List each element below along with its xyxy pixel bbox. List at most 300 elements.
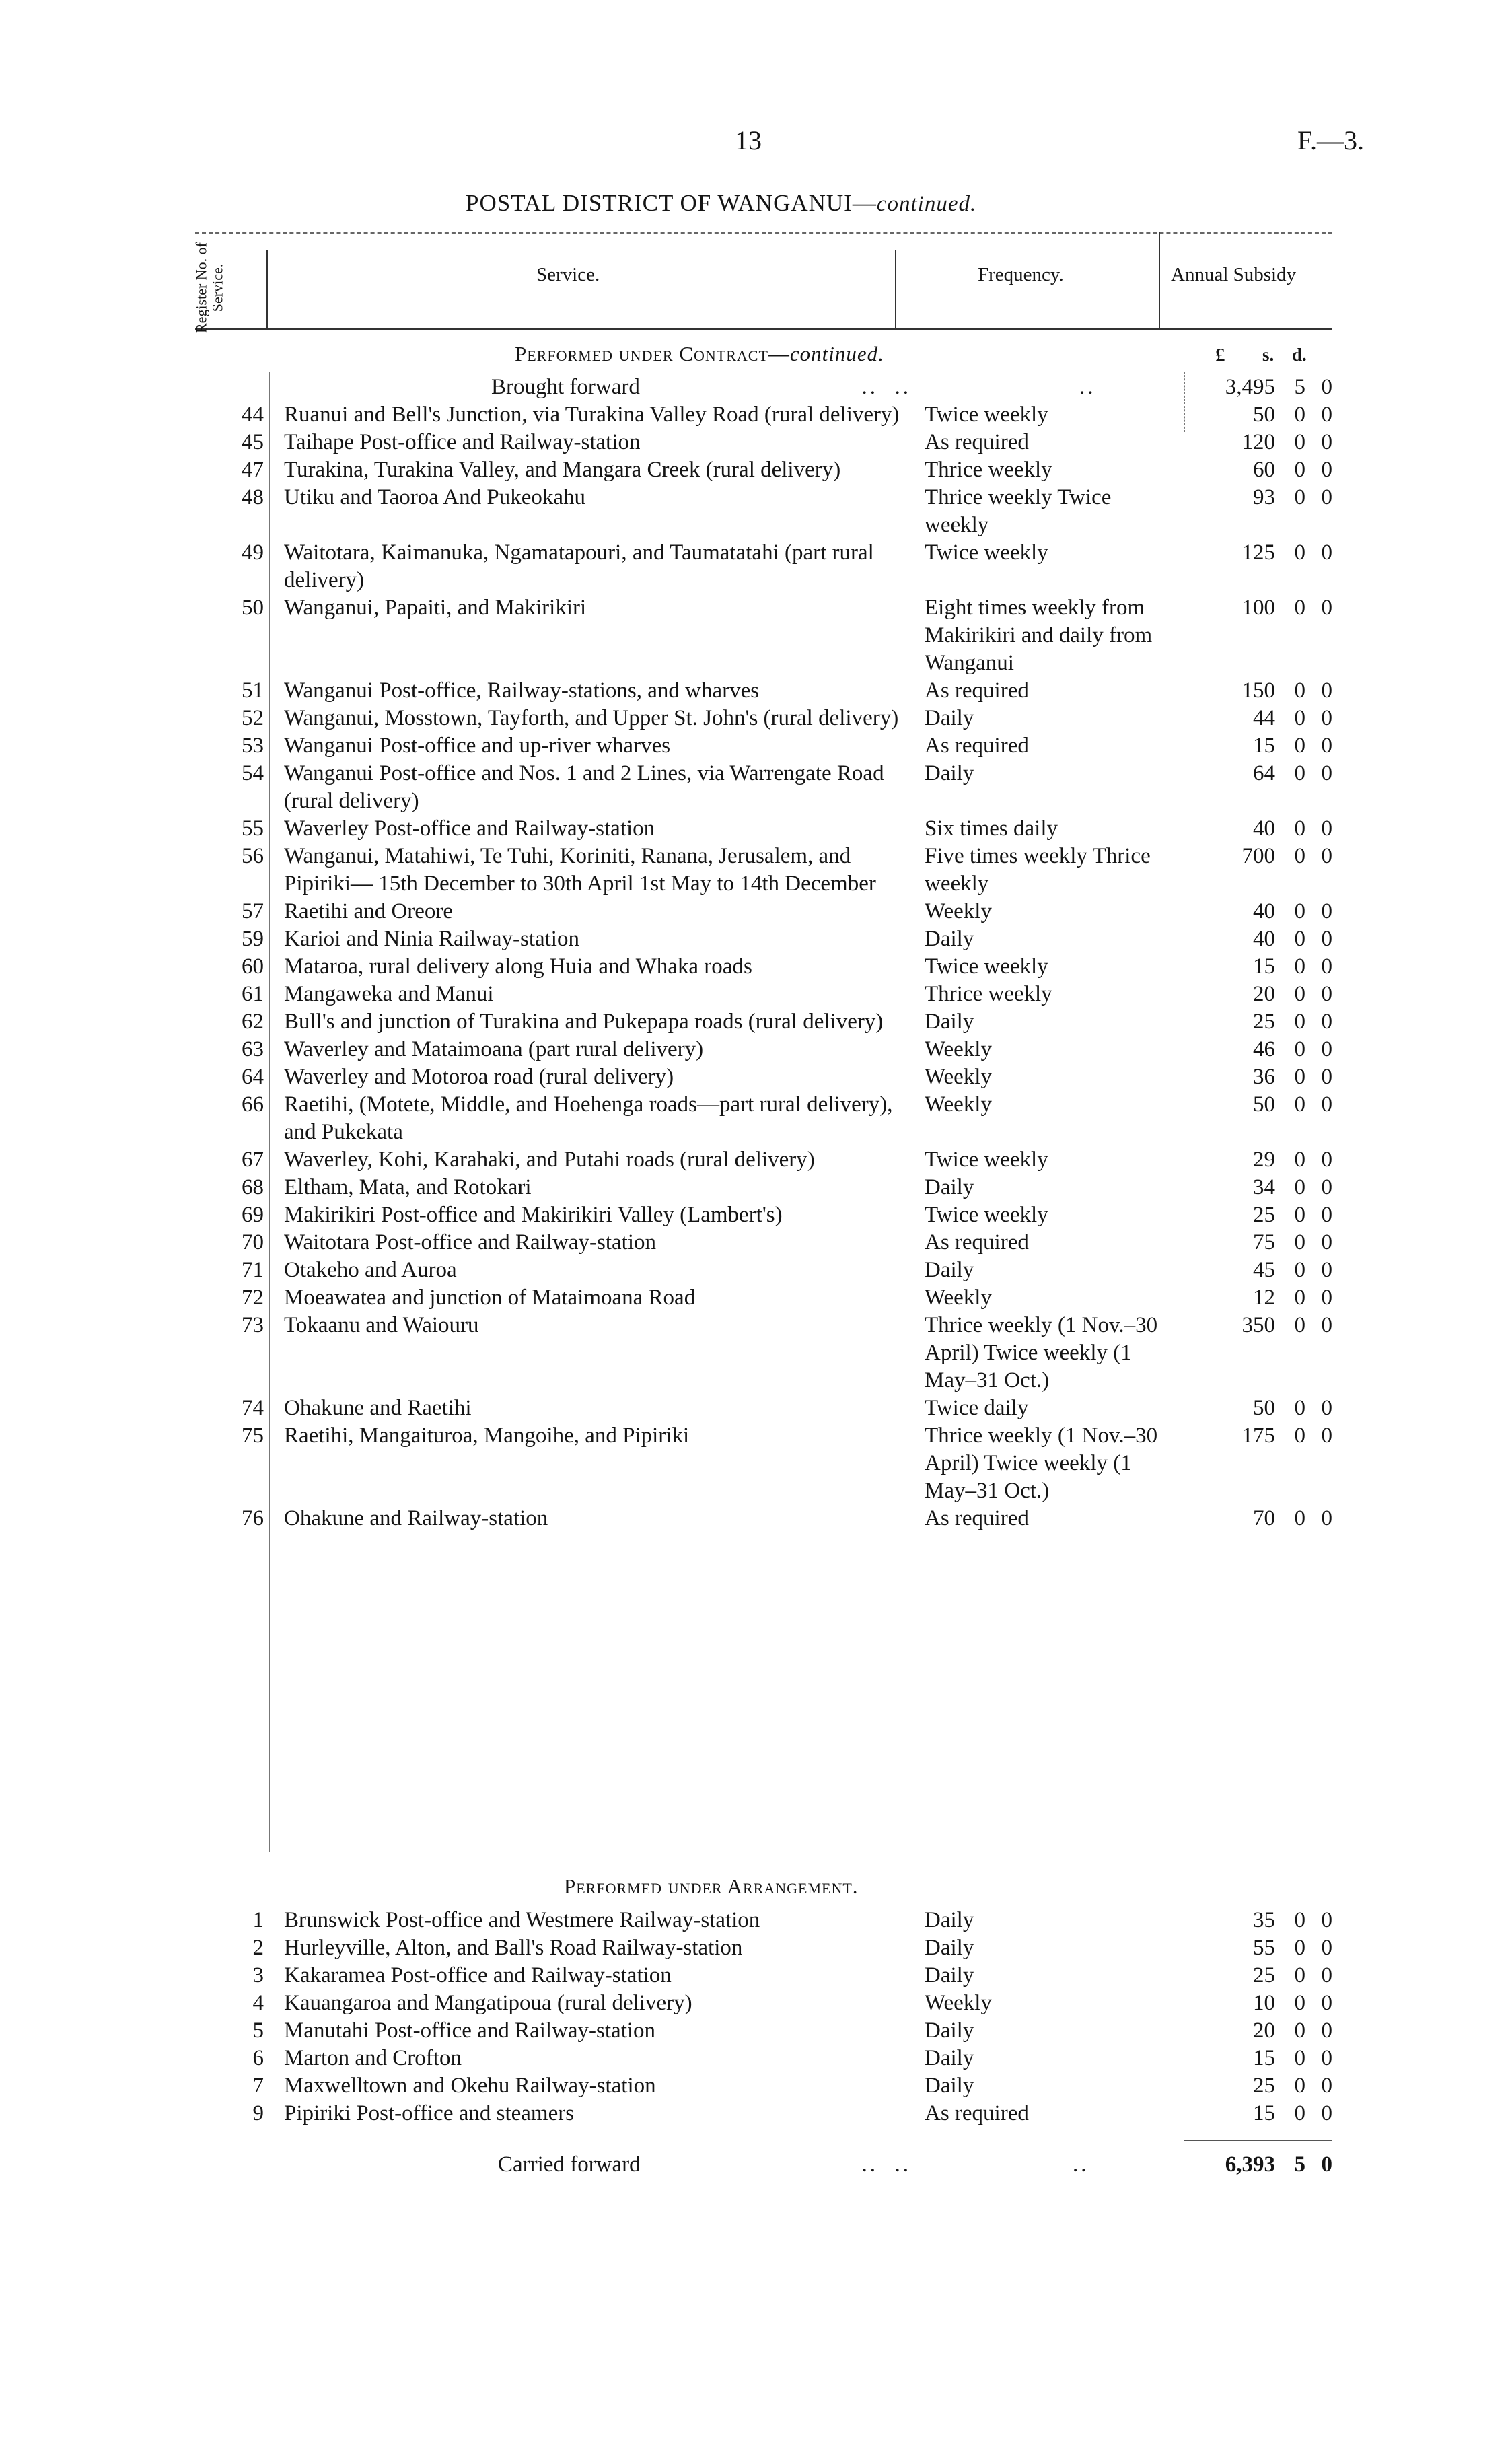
subsidy-pounds: 25 [1253, 2074, 1275, 2098]
table-row [202, 2072, 1332, 2100]
carried-forward-pounds: 6,393 [1225, 2152, 1275, 2177]
table-row [202, 1395, 1332, 1422]
register-number: 5 [252, 2018, 264, 2043]
service-frequency: Weekly [925, 899, 992, 923]
service-description: Mataroa, rural delivery along Huia and Whaka roads [284, 954, 752, 979]
register-number: 74 [242, 1396, 264, 1420]
register-number: 44 [242, 402, 264, 427]
subsidy-shillings: 0 [1294, 1286, 1305, 1310]
subsidy-shillings: 0 [1294, 1506, 1305, 1530]
subsidy-shillings: 0 [1294, 2046, 1305, 2070]
service-description: Bull's and junction of Turakina and Pukepapa roads (rural delivery) [284, 1010, 884, 1034]
brought-forward-pounds: 3,495 [1225, 375, 1275, 399]
subsidy-pounds: 44 [1253, 706, 1275, 730]
subsidy-shillings: 0 [1294, 899, 1305, 923]
subsidy-pounds: 45 [1253, 1258, 1275, 1282]
service-description: Brunswick Post-office and Westmere Railway-station [284, 1908, 760, 1932]
service-description: Wanganui, Matahiwi, Te Tuhi, Koriniti, Ranana, Jerusalem, and Pipiriki— 15th December to 30th April 1st May to 14th December [284, 844, 876, 896]
register-number: 71 [242, 1258, 264, 1282]
table-row [202, 1091, 1332, 1146]
brought-forward-row: Brought forward .. .. .. 3,495 5 0 [202, 374, 1332, 401]
subsidy-shillings: 0 [1294, 2101, 1305, 2125]
service-frequency: Daily [925, 1908, 974, 1932]
service-description: Taihape Post-office and Railway-station [284, 430, 641, 454]
service-frequency: Daily [925, 706, 974, 730]
table-row [202, 2017, 1332, 2045]
table-row [202, 401, 1332, 429]
subsidy-pence: 0 [1321, 1506, 1332, 1530]
subsidy-pounds: 40 [1253, 816, 1275, 841]
subsidy-pence: 0 [1321, 954, 1332, 979]
register-number: 6 [252, 2046, 264, 2070]
service-frequency: As required [925, 678, 1029, 703]
service-frequency: As required [925, 734, 1029, 758]
contract-table [202, 401, 1332, 1533]
subsidy-pence: 0 [1321, 1396, 1332, 1420]
service-frequency: Eight times weekly from Makirikiri and daily from Wanganui [925, 596, 1153, 675]
subsidy-pence: 0 [1321, 1908, 1332, 1932]
register-number: 4 [252, 1991, 264, 2015]
subsidy-pence: 0 [1321, 540, 1332, 565]
service-frequency: Weekly [925, 1286, 992, 1310]
subsidy-pence: 0 [1321, 899, 1332, 923]
register-number: 50 [242, 596, 264, 620]
register-number: 55 [242, 816, 264, 841]
table-row [202, 815, 1332, 843]
column-rule [895, 250, 896, 328]
register-number: 62 [242, 1010, 264, 1034]
arrangement-section-title: Performed under Arrangement. [564, 1874, 859, 1898]
service-description: Manutahi Post-office and Railway-station [284, 2018, 656, 2043]
subsidy-pounds: 64 [1253, 761, 1275, 785]
subsidy-pounds: 25 [1253, 1010, 1275, 1034]
register-number: 7 [252, 2074, 264, 2098]
register-number: 67 [242, 1148, 264, 1172]
header-bottom-rule [195, 328, 1332, 330]
register-number: 66 [242, 1092, 264, 1117]
table-row [202, 2100, 1332, 2127]
subsidy-pounds: 15 [1253, 734, 1275, 758]
subsidy-shillings: 0 [1294, 1258, 1305, 1282]
subsidy-pence: 0 [1321, 844, 1332, 868]
register-number: 45 [242, 430, 264, 454]
table-row [202, 1907, 1332, 1934]
table-row [202, 484, 1332, 539]
contract-section-title-text: Performed under Contract— [515, 342, 790, 365]
subsidy-pence: 0 [1321, 1936, 1332, 1960]
register-number: 9 [252, 2101, 264, 2125]
service-description: Wanganui Post-office, Railway-stations, and wharves [284, 678, 760, 703]
subsidy-shillings: 0 [1294, 706, 1305, 730]
subsidy-pence: 0 [1321, 430, 1332, 454]
subsidy-shillings: 0 [1294, 678, 1305, 703]
register-number: 73 [242, 1313, 264, 1337]
service-frequency: Weekly [925, 1065, 992, 1089]
subsidy-pence: 0 [1321, 2101, 1332, 2125]
subsidy-shillings: 0 [1294, 1037, 1305, 1061]
service-frequency: Daily [925, 1963, 974, 1987]
register-number: 59 [242, 927, 264, 951]
table-row [202, 539, 1332, 594]
table-row [202, 981, 1332, 1008]
subsidy-shillings: 0 [1294, 1230, 1305, 1255]
subsidy-pence: 0 [1321, 1037, 1332, 1061]
service-frequency: Twice weekly [925, 954, 1048, 979]
subsidy-pence: 0 [1321, 734, 1332, 758]
service-description: Waverley, Kohi, Karahaki, and Putahi roads (rural delivery) [284, 1148, 815, 1172]
subsidy-shillings: 0 [1294, 2018, 1305, 2043]
register-number: 72 [242, 1286, 264, 1310]
subsidy-pence: 0 [1321, 402, 1332, 427]
register-number: 1 [252, 1908, 264, 1932]
table-row [202, 1934, 1332, 1962]
table-row [202, 1284, 1332, 1312]
subsidy-pence: 0 [1321, 1423, 1332, 1448]
subsidy-pounds: 55 [1253, 1936, 1275, 1960]
service-description: Turakina, Turakina Valley, and Mangara Creek (rural delivery) [284, 458, 841, 482]
table-row [202, 732, 1332, 760]
table-row [202, 1962, 1332, 1990]
register-number: 61 [242, 982, 264, 1006]
subsidy-pence: 0 [1321, 1010, 1332, 1034]
register-number: 52 [242, 706, 264, 730]
table-row [202, 1505, 1332, 1533]
table-row [202, 1174, 1332, 1201]
service-frequency: Thrice weekly (1 Nov.–30 April) Twice weekly (1 May–31 Oct.) [925, 1423, 1158, 1503]
service-description: Ruanui and Bell's Junction, via Turakina Valley Road (rural delivery) [284, 402, 900, 427]
subsidy-pounds: 100 [1242, 596, 1275, 620]
service-description: Otakeho and Auroa [284, 1258, 457, 1282]
contract-section-title-suffix: continued. [789, 342, 884, 365]
register-number: 63 [242, 1037, 264, 1061]
subsidy-shillings: 0 [1294, 1423, 1305, 1448]
subsidy-pence: 0 [1321, 1065, 1332, 1089]
service-frequency: As required [925, 1506, 1029, 1530]
service-frequency: Twice daily [925, 1396, 1029, 1420]
subsidy-pence: 0 [1321, 1313, 1332, 1337]
subsidy-column-header: Annual Subsidy [1171, 264, 1297, 285]
brought-forward-label: Brought forward [491, 375, 640, 399]
table-row [202, 843, 1332, 898]
subsidy-pounds: 15 [1253, 2046, 1275, 2070]
service-description: Ohakune and Railway-station [284, 1506, 548, 1530]
subsidy-pence: 0 [1321, 1258, 1332, 1282]
subsidy-shillings: 0 [1294, 596, 1305, 620]
subsidy-pence: 0 [1321, 2018, 1332, 2043]
register-number: 56 [242, 844, 264, 868]
service-description: Moeawatea and junction of Mataimoana Road [284, 1286, 696, 1310]
service-description: Utiku and Taoroa And Pukeokahu [284, 485, 586, 509]
subsidy-pounds: 125 [1242, 540, 1275, 565]
table-row [202, 677, 1332, 705]
subsidy-shillings: 0 [1294, 1092, 1305, 1117]
subsidy-pounds: 20 [1253, 2018, 1275, 2043]
subsidy-pounds: 350 [1242, 1313, 1275, 1337]
table-row [202, 2045, 1332, 2072]
subsidy-pounds: 12 [1253, 1286, 1275, 1310]
subsidy-shillings: 0 [1294, 2074, 1305, 2098]
subsidy-shillings: 0 [1294, 458, 1305, 482]
subsidy-pence: 0 [1321, 1230, 1332, 1255]
subsidy-pounds: 25 [1253, 1203, 1275, 1227]
service-frequency: Daily [925, 1010, 974, 1034]
subsidy-shillings: 0 [1294, 1065, 1305, 1089]
contract-section-title [515, 342, 884, 366]
service-frequency: Thrice weekly [925, 458, 1052, 482]
service-description: Wanganui, Papaiti, and Makirikiri [284, 596, 587, 620]
subsidy-pence: 0 [1321, 2074, 1332, 2098]
register-number: 76 [242, 1506, 264, 1530]
table-row [202, 898, 1332, 925]
service-frequency: Twice weekly [925, 1148, 1048, 1172]
subsidy-shillings: 0 [1294, 816, 1305, 841]
table-row [202, 705, 1332, 732]
subsidy-shillings: 0 [1294, 1908, 1305, 1932]
table-row [202, 1146, 1332, 1174]
service-description: Raetihi, Mangaituroa, Mangoihe, and Pipiriki [284, 1423, 690, 1448]
service-frequency: Daily [925, 1258, 974, 1282]
subsidy-shillings: 0 [1294, 1991, 1305, 2015]
table-row [202, 925, 1332, 953]
subsidy-shillings: 0 [1294, 982, 1305, 1006]
table-row [202, 1201, 1332, 1229]
service-description: Kakaramea Post-office and Railway-station [284, 1963, 672, 1987]
table-row [202, 1312, 1332, 1395]
carried-forward-row: Carried forward .. .. .. 6,393 5 0 [202, 2151, 1332, 2179]
register-number: 64 [242, 1065, 264, 1089]
register-number: 69 [242, 1203, 264, 1227]
subsidy-pounds: 70 [1253, 1506, 1275, 1530]
service-frequency: Twice weekly [925, 402, 1048, 427]
register-number: 2 [252, 1936, 264, 1960]
pounds-header: £ [1215, 345, 1225, 366]
subsidy-shillings: 0 [1294, 540, 1305, 565]
subsidy-shillings: 0 [1294, 430, 1305, 454]
subsidy-pounds: 46 [1253, 1037, 1275, 1061]
service-description: Raetihi, (Motete, Middle, and Hoehenga roads—part rural delivery), and Pukekata [284, 1092, 893, 1144]
subsidy-pounds: 36 [1253, 1065, 1275, 1089]
service-frequency: As required [925, 430, 1029, 454]
register-column-header: Register No. of Service. [192, 242, 226, 334]
page-number: 13 [735, 125, 762, 155]
service-frequency: Twice weekly [925, 1203, 1048, 1227]
table-row [202, 1422, 1332, 1505]
subsidy-pounds: 15 [1253, 2101, 1275, 2125]
table-row [202, 1063, 1332, 1091]
service-description: Mangaweka and Manui [284, 982, 494, 1006]
service-frequency: Daily [925, 927, 974, 951]
subsidy-pence: 0 [1321, 1991, 1332, 2015]
table-row [202, 1990, 1332, 2017]
service-frequency: Weekly [925, 1991, 992, 2015]
table-row [202, 594, 1332, 677]
subsidy-pence: 0 [1321, 485, 1332, 509]
subsidy-pounds: 150 [1242, 678, 1275, 703]
register-number: 70 [242, 1230, 264, 1255]
service-description: Eltham, Mata, and Rotokari [284, 1175, 532, 1199]
service-frequency: Twice weekly [925, 540, 1048, 565]
register-number: 57 [242, 899, 264, 923]
subsidy-shillings: 0 [1294, 1175, 1305, 1199]
table-row [202, 456, 1332, 484]
service-description: Maxwelltown and Okehu Railway-station [284, 2074, 656, 2098]
service-frequency: Thrice weekly (1 Nov.–30 April) Twice weekly (1 May–31 Oct.) [925, 1313, 1158, 1393]
subsidy-shillings: 0 [1294, 761, 1305, 785]
subsidy-pounds: 93 [1253, 485, 1275, 509]
service-description: Waverley and Motoroa road (rural delivery) [284, 1065, 674, 1089]
service-frequency: As required [925, 1230, 1029, 1255]
subsidy-shillings: 0 [1294, 734, 1305, 758]
table-row [202, 1229, 1332, 1257]
table-row [202, 760, 1332, 815]
subsidy-pence: 0 [1321, 1148, 1332, 1172]
subsidy-pence: 0 [1321, 596, 1332, 620]
subsidy-shillings: 0 [1294, 1936, 1305, 1960]
subsidy-pounds: 29 [1253, 1148, 1275, 1172]
service-description: Kauangaroa and Mangatipoua (rural delivery) [284, 1991, 692, 2015]
report-code: F.—3. [1297, 125, 1365, 155]
subsidy-shillings: 0 [1294, 954, 1305, 979]
subsidy-shillings: 0 [1294, 402, 1305, 427]
subsidy-pounds: 50 [1253, 1396, 1275, 1420]
subsidy-shillings: 0 [1294, 1963, 1305, 1987]
service-frequency: Daily [925, 761, 974, 785]
table-row [202, 429, 1332, 456]
carried-forward-pence: 0 [1321, 2152, 1332, 2177]
subsidy-pounds: 20 [1253, 982, 1275, 1006]
subsidy-pounds: 40 [1253, 927, 1275, 951]
page-title-suffix: continued. [876, 192, 977, 216]
table-row [202, 1008, 1332, 1036]
table-row [202, 1036, 1332, 1063]
subsidy-pence: 0 [1321, 678, 1332, 703]
register-number: 75 [242, 1423, 264, 1448]
service-description: Raetihi and Oreore [284, 899, 454, 923]
subsidy-pence: 0 [1321, 816, 1332, 841]
subsidy-pence: 0 [1321, 982, 1332, 1006]
subsidy-pence: 0 [1321, 706, 1332, 730]
service-frequency: Daily [925, 2018, 974, 2043]
subsidy-shillings: 0 [1294, 1396, 1305, 1420]
service-description: Wanganui Post-office and Nos. 1 and 2 Lines, via Warrengate Road (rural delivery) [284, 761, 884, 813]
subsidy-pounds: 10 [1253, 1991, 1275, 2015]
subsidy-pence: 0 [1321, 458, 1332, 482]
service-description: Wanganui, Mosstown, Tayforth, and Upper St. John's (rural delivery) [284, 706, 899, 730]
page-title [466, 190, 976, 217]
subsidy-pence: 0 [1321, 1092, 1332, 1117]
service-frequency: Daily [925, 1175, 974, 1199]
register-number: 54 [242, 761, 264, 785]
service-frequency: Weekly [925, 1037, 992, 1061]
subsidy-pounds: 15 [1253, 954, 1275, 979]
register-number: 68 [242, 1175, 264, 1199]
subsidy-shillings: 0 [1294, 927, 1305, 951]
service-description: Ohakune and Raetihi [284, 1396, 472, 1420]
subsidy-shillings: 0 [1294, 1313, 1305, 1337]
subsidy-pounds: 60 [1253, 458, 1275, 482]
subsidy-shillings: 0 [1294, 485, 1305, 509]
service-description: Waitotara Post-office and Railway-station [284, 1230, 656, 1255]
carried-forward-label: Carried forward [498, 2152, 641, 2177]
service-description: Wanganui Post-office and up-river wharves [284, 734, 671, 758]
subsidy-shillings: 0 [1294, 1010, 1305, 1034]
subsidy-shillings: 0 [1294, 1203, 1305, 1227]
register-number: 53 [242, 734, 264, 758]
service-frequency: Thrice weekly [925, 982, 1052, 1006]
register-number: 49 [242, 540, 264, 565]
subsidy-shillings: 0 [1294, 1148, 1305, 1172]
subsidy-pounds: 50 [1253, 402, 1275, 427]
register-number: 47 [242, 458, 264, 482]
subsidy-shillings: 0 [1294, 844, 1305, 868]
register-number: 48 [242, 485, 264, 509]
subsidy-pounds: 700 [1242, 844, 1275, 868]
service-description: Waverley Post-office and Railway-station [284, 816, 655, 841]
header-top-rule [195, 232, 1332, 234]
register-number: 60 [242, 954, 264, 979]
service-frequency: Daily [925, 1936, 974, 1960]
subsidy-pence: 0 [1321, 1286, 1332, 1310]
subsidy-pence: 0 [1321, 1963, 1332, 1987]
register-number: 51 [242, 678, 264, 703]
subsidy-pence: 0 [1321, 927, 1332, 951]
table-row [202, 953, 1332, 981]
subsidy-pounds: 175 [1242, 1423, 1275, 1448]
brought-forward-pence: 0 [1321, 375, 1332, 399]
subsidy-pounds: 75 [1253, 1230, 1275, 1255]
service-frequency: Daily [925, 2046, 974, 2070]
service-frequency: As required [925, 2101, 1029, 2125]
subsidy-pence: 0 [1321, 761, 1332, 785]
service-description: Waverley and Mataimoana (part rural delivery) [284, 1037, 704, 1061]
subsidy-pence: 0 [1321, 1203, 1332, 1227]
service-description: Hurleyville, Alton, and Ball's Road Railway-station [284, 1936, 743, 1960]
subsidy-pounds: 120 [1242, 430, 1275, 454]
service-frequency: Daily [925, 2074, 974, 2098]
shillings-header: s. [1262, 345, 1274, 365]
service-description: Marton and Crofton [284, 2046, 462, 2070]
service-frequency: Six times daily [925, 816, 1058, 841]
register-number: 3 [252, 1963, 264, 1987]
subsidy-pounds: 35 [1253, 1908, 1275, 1932]
arrangement-table [202, 1907, 1332, 2127]
page-title-main: POSTAL DISTRICT OF WANGANUI— [466, 190, 877, 216]
service-frequency: Thrice weekly Twice weekly [925, 485, 1112, 537]
subsidy-pounds: 40 [1253, 899, 1275, 923]
subsidy-pence: 0 [1321, 1175, 1332, 1199]
service-description: Makirikiri Post-office and Makirikiri Valley (Lambert's) [284, 1203, 783, 1227]
service-frequency: Five times weekly Thrice weekly [925, 844, 1151, 896]
service-description: Tokaanu and Waiouru [284, 1313, 479, 1337]
service-description: Pipiriki Post-office and steamers [284, 2101, 575, 2125]
column-rule [1159, 232, 1160, 328]
total-rule [1184, 2140, 1332, 2141]
service-column-header: Service. [536, 264, 600, 285]
subsidy-pounds: 25 [1253, 1963, 1275, 1987]
service-frequency: Weekly [925, 1092, 992, 1117]
frequency-column-header: Frequency. [978, 264, 1064, 285]
subsidy-pounds: 50 [1253, 1092, 1275, 1117]
pence-header: d. [1292, 345, 1307, 365]
carried-forward-shillings: 5 [1294, 2152, 1305, 2177]
service-description: Karioi and Ninia Railway-station [284, 927, 579, 951]
subsidy-pence: 0 [1321, 2046, 1332, 2070]
column-rule [266, 250, 268, 328]
subsidy-pounds: 34 [1253, 1175, 1275, 1199]
service-description: Waitotara, Kaimanuka, Ngamatapouri, and Taumatatahi (part rural delivery) [284, 540, 874, 592]
table-row [202, 1257, 1332, 1284]
brought-forward-shillings: 5 [1294, 375, 1305, 399]
